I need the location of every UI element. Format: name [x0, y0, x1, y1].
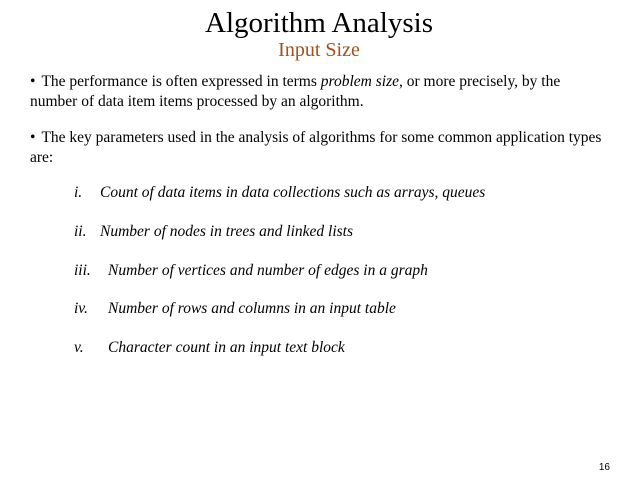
- list-item: [74, 261, 594, 281]
- bullet-text-after: , or more precisely, by the number of data item items processed by an algorithm.: [30, 73, 561, 110]
- list-item-text: Number of vertices and number of edges in a graph: [108, 262, 428, 279]
- list-item: [74, 338, 594, 358]
- list-item: [74, 183, 594, 203]
- slide-title: Algorithm Analysis: [205, 7, 433, 39]
- bullet-emphasis: problem size: [320, 73, 399, 90]
- bullet-key-parameters: [30, 128, 610, 168]
- list-item: [74, 222, 594, 242]
- list-item-text: Number of rows and columns in an input table: [108, 300, 396, 317]
- bullet-performance: [30, 72, 610, 112]
- list-item-number: v.: [74, 339, 84, 356]
- list-item-number: i.: [74, 184, 83, 201]
- list-item-number: iv.: [74, 300, 88, 317]
- list-item-text: Count of data items in data collections such as arrays, queues: [100, 184, 486, 201]
- bullet-mark: •: [30, 73, 36, 90]
- bullet-text: The key parameters used in the analysis of algorithms for some common application types are:: [30, 129, 602, 166]
- slide-subtitle: Input Size: [278, 39, 360, 61]
- list-item-number: iii.: [74, 262, 91, 279]
- list-item-number: ii.: [74, 223, 87, 240]
- list-item-text: Number of nodes in trees and linked lists: [100, 223, 354, 240]
- list-item-text: Character count in an input text block: [108, 339, 345, 356]
- list-item: [74, 299, 594, 319]
- bullet-text-before: The performance is often expressed in terms: [41, 73, 321, 90]
- bullet-mark: •: [30, 129, 36, 146]
- page-number: 16: [598, 462, 610, 473]
